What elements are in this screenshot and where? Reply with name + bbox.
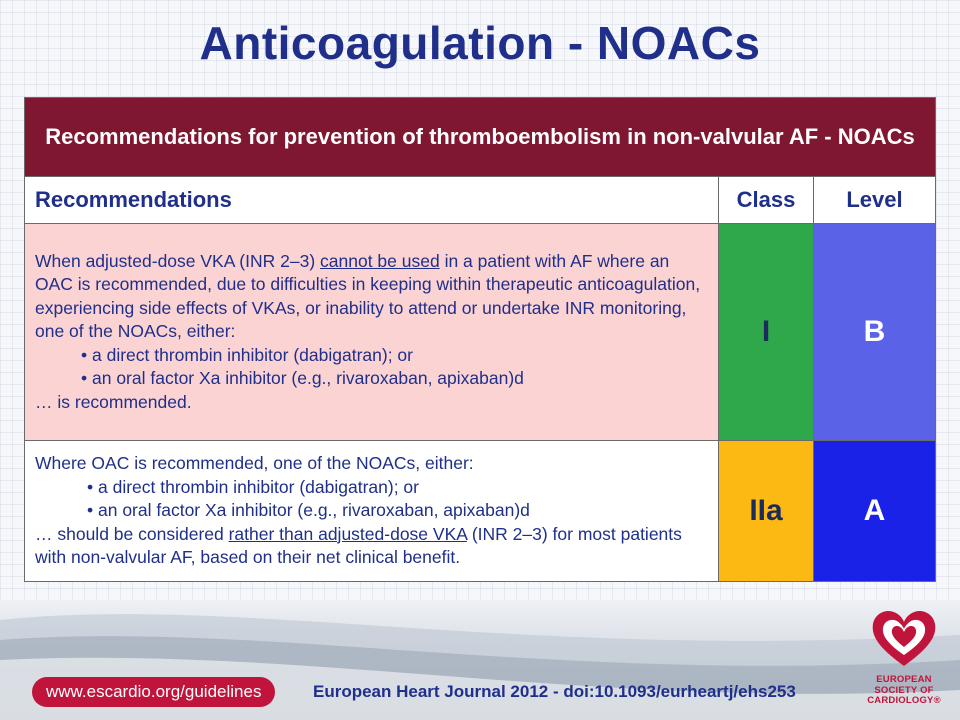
recommendation-underlined: cannot be used	[320, 251, 440, 272]
class-badge: I	[719, 224, 814, 441]
recommendation-bullet: • an oral factor Xa inhibitor (e.g., rivaroxaban, apixaban)d	[81, 368, 524, 389]
recommendation-bullet: • a direct thrombin inhibitor (dabigatran); or	[81, 344, 413, 365]
column-header-recommendations: Recommendations	[25, 177, 719, 224]
class-badge: IIa	[719, 441, 814, 582]
recommendation-bullet: • a direct thrombin inhibitor (dabigatran); or	[87, 476, 419, 497]
slide-title: Anticoagulation - NOACs	[199, 17, 761, 69]
guidelines-link[interactable]: www.escardio.org/guidelines	[32, 677, 275, 707]
logo-line-3: CARDIOLOGY®	[867, 695, 941, 706]
table-heading-row	[25, 98, 936, 177]
recommendation-text-end: … is recommended.	[35, 391, 192, 412]
logo-line-1: EUROPEAN	[876, 674, 932, 685]
column-header-level: Level	[814, 177, 936, 224]
logo-line-2: SOCIETY OF	[874, 684, 934, 696]
recommendation-text-b: in a patient with AF where an OAC is recommended, due to difficulties in keeping within therapeutic anticoagulation, experiencing side effects of VKAs, or inability to attend or undertake INR monitoring, one of the NOACs, either:	[35, 251, 701, 342]
recommendation-text-end: (INR 2–3) for most patients with non-valvular AF, based on their net clinical benefit.	[35, 523, 682, 568]
esc-logo	[862, 608, 946, 718]
recommendation-text-b: … should be considered	[35, 523, 229, 544]
level-badge: A	[814, 441, 936, 582]
esc-heart-logo-icon	[869, 608, 939, 670]
level-badge: B	[814, 224, 936, 441]
recommendation-text	[25, 224, 719, 441]
recommendations-table	[24, 97, 936, 582]
recommendation-text-a: When adjusted-dose VKA (INR 2–3)	[35, 251, 321, 272]
table-row	[25, 224, 936, 441]
column-header-row	[25, 177, 936, 224]
recommendation-text	[25, 441, 719, 582]
table-row	[25, 441, 936, 582]
column-header-class: Class	[719, 177, 814, 224]
table-heading: Recommendations for prevention of thromboembolism in non-valvular AF - NOACs	[25, 98, 936, 177]
recommendation-bullet: • an oral factor Xa inhibitor (e.g., rivaroxaban, apixaban)d	[87, 500, 530, 521]
journal-citation: European Heart Journal 2012 - doi:10.1093/eurheartj/ehs253	[313, 682, 796, 701]
recommendation-underlined: rather than adjusted-dose VKA	[228, 523, 467, 544]
recommendation-text-a: Where OAC is recommended, one of the NOACs, either:	[35, 453, 474, 474]
